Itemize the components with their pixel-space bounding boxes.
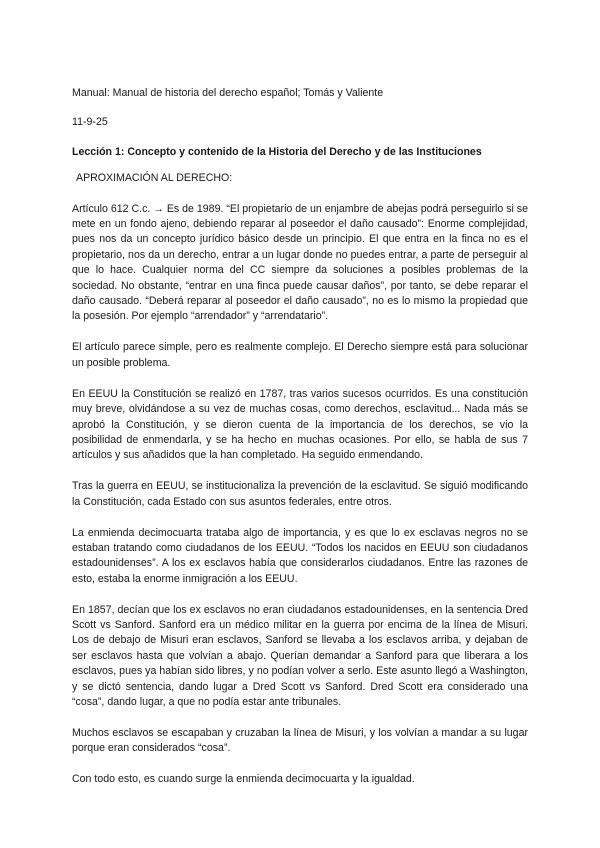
paragraph-conclusion: Con todo esto, es cuando surge la enmienda decimocuarta y la igualdad. — [72, 773, 415, 786]
document-date: 11-9-25 — [72, 116, 108, 129]
lesson-title: Lección 1: Concepto y contenido de la Historia del Derecho y de las Instituciones — [72, 145, 482, 158]
paragraph-escaped-slaves: Muchos esclavos se escapaban y cruzaban la línea de Misuri, y los volvían a mandar a su lugar porque eran considerados “cosa”. — [72, 727, 528, 755]
paragraph-fourteenth-amendment: La enmienda decimocuarta trataba algo de importancia, y es que lo ex esclavas negros no se estaban tratando como ciudadanos de los EEUU. “Todos los nacidos en EEUU son ciudadanos estadounidenses”. A los ex esclavos había que considerarlos ciudadanos. Entre las razones de esto, estaba la enorme inmigración a los EEUU. — [72, 526, 528, 585]
paragraph-dred-scott: En 1857, decían que los ex esclavos no eran ciudadanos estadounidenses, en la sentencia Dred Scott vs Sanford. Sanford era un médico militar en la guerra por encima de la línea de Misuri. Los de debajo de Misuri eran esclavos, Sanford se llevaba a los esclavos arriba, y dejaban de ser esclavos hasta que volvían a abajo. Querían demandar a Sanford para que liberara a los esclavos, pues ya habían sido libres, y no podían volver a serlo. Este asunto llegó a Washington, y se dictó sentencia, dando lugar a Dred Scott vs Sanford. Dred Scott era considerado una “cosa”, dando lugar, a que no podía estar ante tribunales. — [72, 603, 528, 709]
paragraph-article-612: Artículo 612 C.c. → Es de 1989. “El propietario de un enjambre de abejas podrá perseguirlo si se mete en un fondo ajeno, debiendo reparar al poseedor el daño causado”: Enorme complejidad, pues nos da un concepto jurídico básico desde un principio. El que entra en la finca no es el propietario, nos da un derecho, entrar a un lugar donde no puedes entrar, a parte de perseguir al que lo hace. Cualquier norma del CC siempre da soluciones a posibles problemas de la sociedad. No obstante, “entrar en una finca puede causar daños”, por tanto, se debe reparar el daño causado. “Deberá reparar al poseedor el daño causado”, no es lo mismo la propiedad que la posesión. Por ejemplo “arrendador” y “arrendatario”. — [72, 202, 528, 323]
paragraph-article-complexity: El artículo parece simple, pero es realmente complejo. El Derecho siempre está para solucionar un posible problema. — [72, 341, 528, 369]
manual-reference: Manual: Manual de historia del derecho español; Tomás y Valiente — [72, 87, 384, 99]
document-content — [72, 86, 528, 803]
paragraph-us-constitution: En EEUU la Constitución se realizó en 1787, tras varios sucesos ocurridos. Es una constitución muy breve, olvidándose a su vez de muchas cosas, como derechos, esclavitud... Nada más se aprobó la Constitución, y se dieron cuenta de la importancia de los derechos, se vio la posibilidad de enmendarla, y se ha hecho en muchas ocasiones. Por ello, se habla de sus 7 artículos y sus añadidos que la han completado. Ha seguido enmendando. — [72, 387, 528, 462]
paragraph-post-war: Tras la guerra en EEUU, se institucionaliza la prevención de la esclavitud. Se siguió modificando la Constitución, cada Estado con sus asuntos federales, entre otros. — [72, 480, 528, 508]
section-heading: APROXIMACIÓN AL DERECHO: — [76, 172, 233, 185]
